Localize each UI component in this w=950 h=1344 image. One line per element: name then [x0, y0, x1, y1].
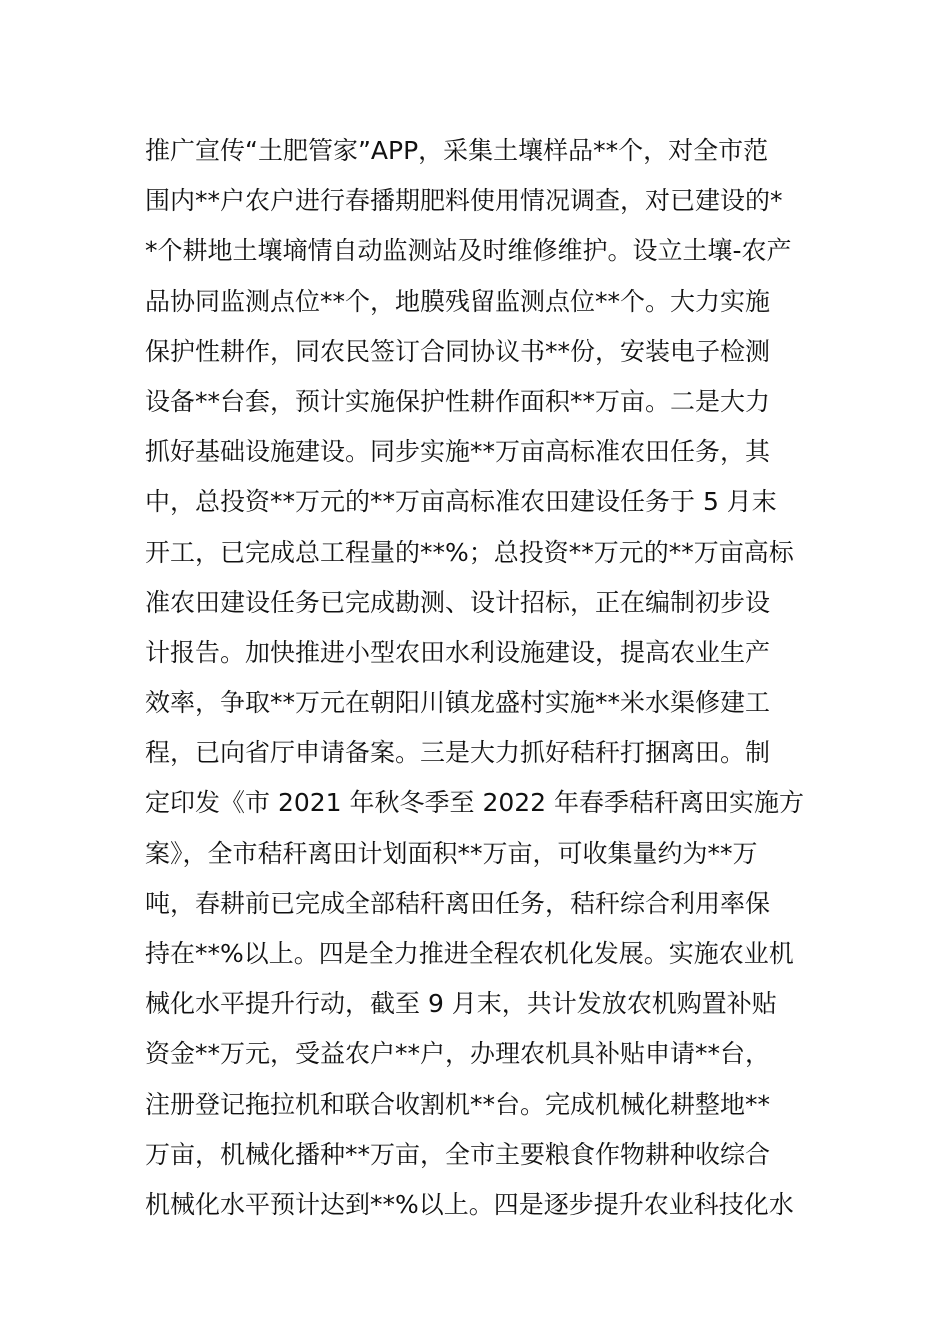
text-line: 围内**户农户进行春播期肥料使用情况调查，对已建设的*: [145, 186, 783, 216]
text-line: 保护性耕作，同农民签订合同协议书**份，安装电子检测: [145, 336, 771, 366]
text-line: 案》，全市秸秆离田计划面积**万亩，可收集量约为**万: [145, 838, 758, 868]
text-line: 计报告。加快推进小型农田水利设施建设，提高农业生产: [145, 637, 771, 667]
text-line: 设备**台套，预计实施保护性耕作面积**万亩。二是大力: [145, 386, 771, 416]
text-line: 定印发《市 2021 年秋冬季至 2022 年春季秸秆离田实施方: [145, 788, 805, 818]
text-line: 机械化水平预计达到**%以上。四是逐步提升农业科技化水: [145, 1189, 794, 1219]
text-line: 准农田建设任务已完成勘测、设计招标，正在编制初步设: [145, 587, 771, 617]
text-line: 械化水平提升行动，截至 9 月末，共计发放农机购置补贴: [145, 989, 777, 1019]
text-line: 万亩，机械化播种**万亩，全市主要粮食作物耕种收综合: [145, 1139, 771, 1169]
text-line: 推广宣传“土肥管家”APP，采集土壤样品**个，对全市范: [145, 136, 769, 165]
text-line: 效率，争取**万元在朝阳川镇龙盛村实施**米水渠修建工: [145, 688, 771, 718]
text-line: *个耕地土壤墒情自动监测站及时维修维护。设立土壤-农产: [145, 236, 792, 266]
text-line: 持在**%以上。四是全力推进全程农机化发展。实施农业机: [145, 939, 794, 968]
text-line: 资金**万元，受益农户**户，办理农机具补贴申请**台，: [145, 1039, 771, 1069]
body-paragraph: [145, 126, 825, 1230]
text-line: 程，已向省厅申请备案。三是大力抓好秸秆打捆离田。制: [145, 738, 771, 768]
text-line: 注册登记拖拉机和联合收割机**台。完成机械化耕整地**: [145, 1089, 771, 1119]
text-line: 开工，已完成总工程量的**%；总投资**万元的**万亩高标: [145, 537, 794, 567]
text-line: 品协同监测点位**个，地膜残留监测点位**个。大力实施: [145, 286, 771, 316]
text-line: 抓好基础设施建设。同步实施**万亩高标准农田任务，其: [145, 437, 771, 467]
text-line: 中，总投资**万元的**万亩高标准农田建设任务于 5 月末: [145, 487, 777, 517]
text-line: 吨，春耕前已完成全部秸秆离田任务，秸秆综合利用率保: [145, 888, 771, 918]
